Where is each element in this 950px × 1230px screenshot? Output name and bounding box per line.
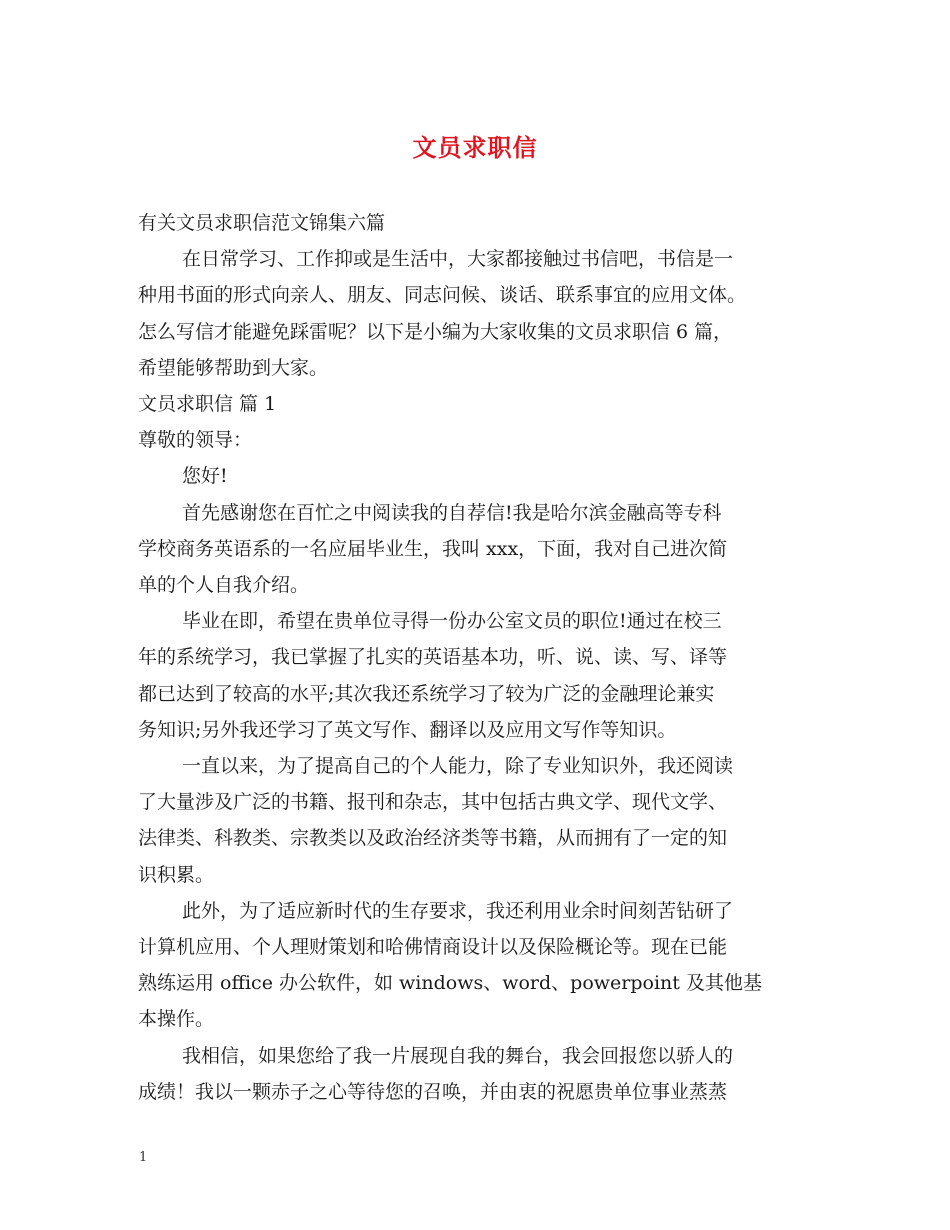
- text-line: 怎么写信才能避免踩雷呢？以下是小编为大家收集的文员求职信 6 篇，: [138, 320, 733, 343]
- text-line: 熟练运用 office 办公软件，如 windows、word、powerpoint 及其他基: [138, 972, 762, 995]
- text-line: 首先感谢您在百忙之中阅读我的自荐信!我是哈尔滨金融高等专科: [182, 501, 722, 524]
- text-line: 毕业在即，希望在贵单位寻得一份办公室文员的职位!通过在校三: [182, 610, 722, 633]
- text-line: 一直以来，为了提高自己的个人能力，除了专业知识外，我还阅读: [182, 755, 734, 778]
- text-line: 本操作。: [138, 1008, 215, 1031]
- text-line: 尊敬的领导：: [138, 429, 253, 452]
- text-line: 学校商务英语系的一名应届毕业生，我叫 xxx，下面，我对自己进次简: [138, 537, 728, 560]
- page-number: 1: [139, 1150, 148, 1165]
- text-line: 有关文员求职信范文锦集六篇: [138, 212, 386, 234]
- text-line: 计算机应用、个人理财策划和哈佛情商设计以及保险概论等。现在已能: [138, 936, 728, 959]
- text-line: 单的个人自我介绍。: [138, 574, 310, 597]
- text-line: 法律类、科教类、宗教类以及政治经济类等书籍，从而拥有了一定的知: [138, 827, 728, 850]
- text-line: 成绩！我以一颗赤子之心等待您的召唤，并由衷的祝愿贵单位事业蒸蒸: [138, 1080, 728, 1103]
- text-line: 识积累。: [138, 863, 215, 886]
- text-line: 年的系统学习，我已掌握了扎实的英语基本功，听、说、读、写、译等: [138, 646, 728, 669]
- document-body: [138, 205, 818, 1110]
- text-line: 您好!: [182, 465, 228, 488]
- text-line: 了大量涉及广泛的书籍、报刊和杂志，其中包括古典文学、现代文学、: [138, 791, 728, 814]
- text-line: 种用书面的形式向亲人、朋友、同志问候、谈话、联系事宜的应用文体。: [138, 284, 747, 307]
- text-line: 在日常学习、工作抑或是生活中，大家都接触过书信吧，书信是一: [182, 248, 734, 271]
- document-title: 文员求职信: [412, 133, 538, 162]
- text-line: 文员求职信 篇 1: [138, 393, 277, 416]
- text-line: 务知识;另外我还学习了英文写作、翻译以及应用文写作等知识。: [138, 718, 677, 741]
- text-line: 我相信，如果您给了我一片展现自我的舞台，我会回报您以骄人的: [182, 1044, 734, 1067]
- text-line: 希望能够帮助到大家。: [138, 356, 329, 379]
- text-line: 都已达到了较高的水平;其次我还系统学习了较为广泛的金融理论兼实: [138, 682, 715, 705]
- text-line: 此外，为了适应新时代的生存要求，我还利用业余时间刻苦钻研了: [182, 899, 734, 922]
